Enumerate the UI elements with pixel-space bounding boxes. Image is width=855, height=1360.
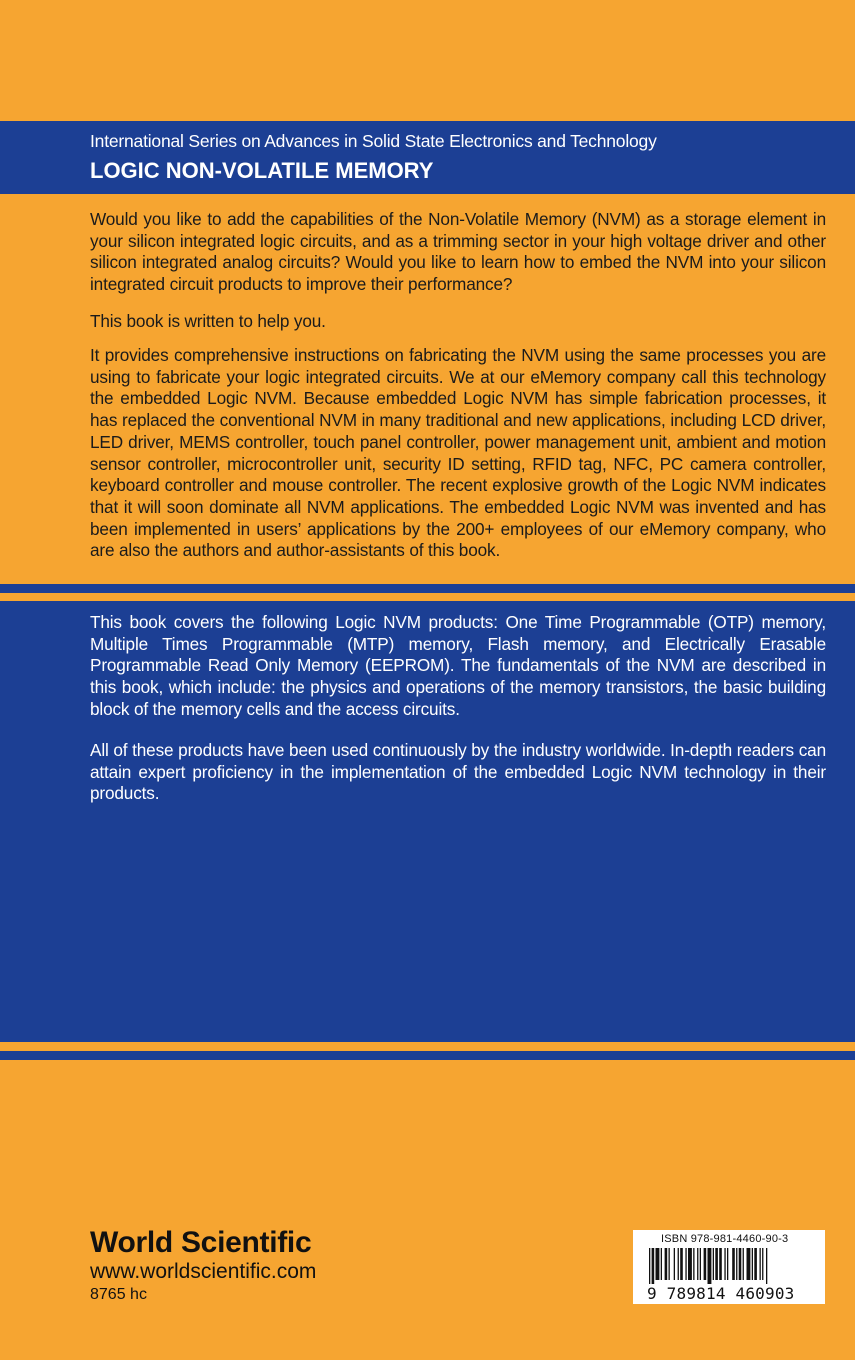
barcode-bar <box>685 1248 686 1280</box>
barcode-bar <box>762 1248 763 1280</box>
industry-paragraph: All of these products have been used continuously by the industry worldwide. In-depth readers can attain expert proficiency in the implementation of the embedded Logic NVM technology in their products. <box>90 740 826 804</box>
barcode-bar <box>747 1248 751 1280</box>
publisher-name: World Scientific <box>90 1226 312 1259</box>
top-background <box>0 0 855 121</box>
divider-stripe <box>0 1051 855 1060</box>
barcode-bar <box>708 1248 712 1284</box>
barcode-bar <box>739 1248 742 1280</box>
intro-paragraph: Would you like to add the capabilities of the Non-Volatile Memory (NVM) as a storage element in your silicon integrated logic circuits, and as a trimming sector in your high voltage driver and other silicon integrated analog circuits? Would you like to learn how to embed the NVM into your silicon integrated circuit products to improve their performance? <box>90 209 826 295</box>
barcode-bar <box>697 1248 698 1280</box>
barcode-bars <box>647 1248 813 1284</box>
barcode-bar <box>727 1248 728 1280</box>
barcode-bar <box>649 1248 650 1284</box>
book-title: LOGIC NON-VOLATILE MEMORY <box>90 158 434 183</box>
barcode-bar <box>743 1248 744 1280</box>
product-code: 8765 hc <box>90 1286 147 1303</box>
coverage-paragraph: This book covers the following Logic NVM products: One Time Programmable (OTP) memory, Multiple Times Programmable (MTP) memory, Flash memory, and Electrically Erasable Programmable Read Only Memory (EEPROM). The fundamentals of the NVM are described in this book, which include: the physics and operations of the memory transistors, the basic building block of the memory cells and the access circuits. <box>90 612 826 719</box>
isbn-barcode <box>633 1230 825 1304</box>
barcode-bar <box>693 1248 694 1280</box>
barcode-bar <box>719 1248 722 1280</box>
help-paragraph: This book is written to help you. <box>90 311 326 331</box>
barcode-bar <box>766 1248 767 1284</box>
isbn-label: ISBN 978-981-4460-90-3 <box>661 1233 789 1245</box>
barcode-bar <box>680 1248 683 1280</box>
divider-gap <box>0 1042 855 1051</box>
barcode-bar <box>688 1248 692 1280</box>
divider-gap <box>0 593 855 601</box>
barcode-bar <box>674 1248 675 1280</box>
barcode-bar <box>760 1248 761 1280</box>
barcode-digits: 9 789814 460903 <box>647 1284 795 1303</box>
series-title: International Series on Advances in Solid State Electronics and Technology <box>90 131 657 151</box>
barcode-bar <box>732 1248 735 1280</box>
barcode-bar <box>669 1248 670 1280</box>
barcode-bar <box>724 1248 725 1280</box>
bottom-background <box>0 1060 855 1360</box>
barcode-bar <box>700 1248 701 1280</box>
barcode-bar <box>752 1248 753 1280</box>
barcode-bar <box>665 1248 668 1280</box>
barcode-bar <box>754 1248 757 1280</box>
barcode-bar <box>736 1248 737 1280</box>
barcode-bar <box>713 1248 714 1280</box>
publisher-website: www.worldscientific.com <box>90 1260 317 1283</box>
barcode-bar <box>656 1248 660 1280</box>
divider-stripe <box>0 584 855 593</box>
barcode-bar <box>652 1248 655 1284</box>
barcode-bar <box>704 1248 707 1280</box>
barcode-bar <box>715 1248 718 1280</box>
description-paragraph: It provides comprehensive instructions on fabricating the NVM using the same processes you are using to fabricate your logic integrated circuits. We at our eMemory company call this technology the embedded Logic NVM. Because embedded Logic NVM has simple fabrication processes, it has replaced the conventional NVM in many traditional and new applications, including LCD driver, LED driver, MEMS controller, touch panel controller, power management unit, ambient and motion sensor controller, microcontroller unit, security ID setting, RFID tag, NFC, PC camera controller, keyboard controller and mouse controller. The recent explosive growth of the Logic NVM indicates that it will soon dominate all NVM applications. The embedded Logic NVM was invented and has been implemented in users’ applications by the 200+ employees of our eMemory company, who are also the authors and author-assistants of this book. <box>90 345 826 561</box>
barcode-bar <box>661 1248 662 1280</box>
barcode-bar <box>678 1248 679 1280</box>
